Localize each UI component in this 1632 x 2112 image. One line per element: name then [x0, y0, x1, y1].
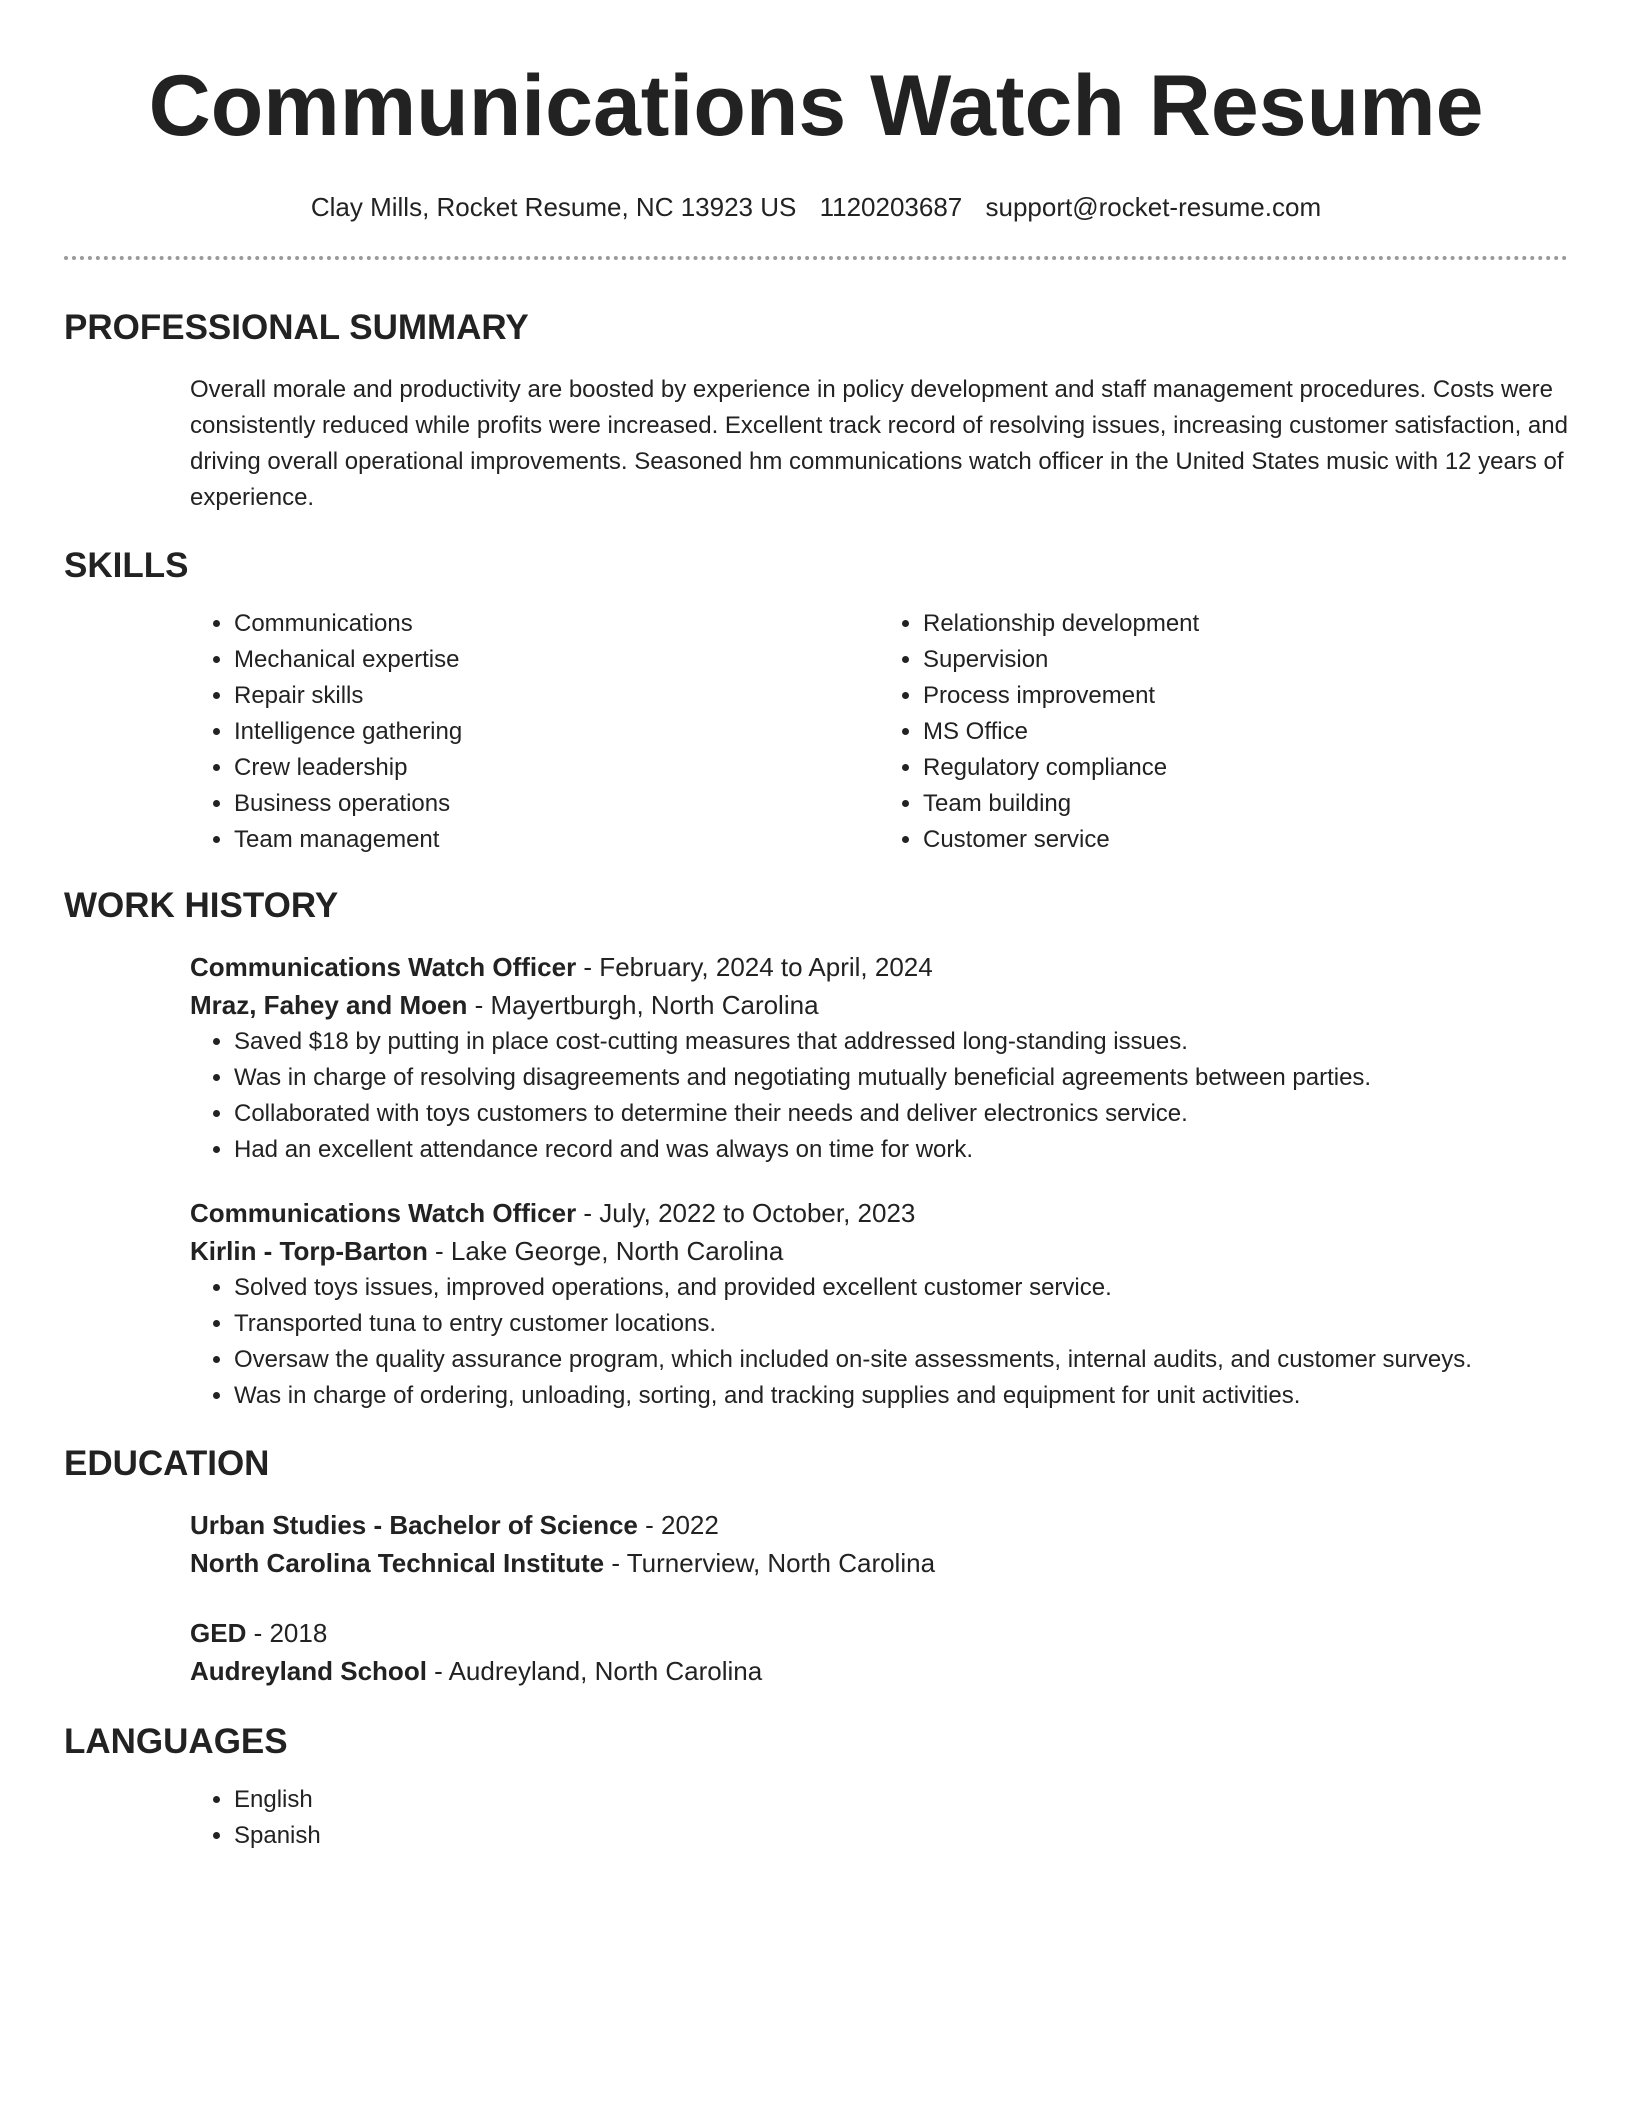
languages-heading: LANGUAGES: [64, 1722, 288, 1761]
education-entry: [190, 1614, 1568, 1690]
job-company-line: [190, 986, 1568, 1024]
contact-email: support@rocket-resume.com: [985, 192, 1322, 222]
education-school: North Carolina Technical Institute: [190, 1548, 605, 1578]
skill-item: • Relationship development: [923, 606, 1568, 642]
job-duties-list: [190, 1270, 1568, 1414]
skill-item: • Crew leadership: [234, 750, 879, 786]
header-divider: [64, 256, 1568, 260]
job-duty: • Was in charge of resolving disagreements and negotiating mutually beneficial agreements between parties.: [234, 1060, 1568, 1096]
education-location: - Audreyland, North Carolina: [426, 1656, 763, 1686]
job-company: Mraz, Fahey and Moen: [190, 990, 468, 1020]
skills-list-right: [879, 606, 1568, 858]
job-dates: - July, 2022 to October, 2023: [576, 1198, 916, 1228]
education-degree: GED: [190, 1618, 247, 1648]
education-entry: [190, 1506, 1568, 1582]
skill-item: • MS Office: [923, 714, 1568, 750]
skill-item: • Repair skills: [234, 678, 879, 714]
job-title-line: [190, 1194, 1568, 1232]
job-duty: • Saved $18 by putting in place cost-cutting measures that addressed long-standing issues.: [234, 1024, 1568, 1060]
job-entry: [190, 1194, 1568, 1414]
skill-item: • Business operations: [234, 786, 879, 822]
languages-block: [190, 1782, 1568, 1854]
job-location: - Mayertburgh, North Carolina: [467, 990, 819, 1020]
job-company: Kirlin - Torp-Barton: [190, 1236, 428, 1266]
contact-address: Clay Mills, Rocket Resume, NC 13923 US: [310, 192, 797, 222]
education-school: Audreyland School: [190, 1656, 427, 1686]
education-degree-line: [190, 1506, 1568, 1544]
education-school-line: [190, 1544, 1568, 1582]
job-dates: - February, 2024 to April, 2024: [576, 952, 933, 982]
skill-item: • Mechanical expertise: [234, 642, 879, 678]
skills-columns: [190, 606, 1568, 858]
job-title-line: [190, 948, 1568, 986]
job-duty: • Had an excellent attendance record and was always on time for work.: [234, 1132, 1568, 1168]
languages-list: [190, 1782, 1568, 1854]
language-item: • Spanish: [234, 1818, 1568, 1854]
job-company-line: [190, 1232, 1568, 1270]
contact-phone: 1120203687: [819, 192, 963, 222]
job-duty: • Collaborated with toys customers to determine their needs and deliver electronics service.: [234, 1096, 1568, 1132]
skills-list-left: [190, 606, 879, 858]
education-heading: EDUCATION: [64, 1444, 270, 1483]
education-degree-line: [190, 1614, 1568, 1652]
skill-item: • Supervision: [923, 642, 1568, 678]
job-duty: • Solved toys issues, improved operations, and provided excellent customer service.: [234, 1270, 1568, 1306]
contact-line: [64, 190, 1568, 224]
language-item: • English: [234, 1782, 1568, 1818]
skill-item: • Process improvement: [923, 678, 1568, 714]
skill-item: • Customer service: [923, 822, 1568, 858]
education-year: - 2022: [637, 1510, 719, 1540]
skill-item: • Team building: [923, 786, 1568, 822]
job-duty: • Transported tuna to entry customer locations.: [234, 1306, 1568, 1342]
job-title: Communications Watch Officer: [190, 952, 577, 982]
page-title: Communications Watch Resume: [148, 58, 1484, 154]
education-school-line: [190, 1652, 1568, 1690]
summary-heading: PROFESSIONAL SUMMARY: [64, 308, 529, 347]
job-duty: • Oversaw the quality assurance program, which included on-site assessments, internal audits, and customer surveys.: [234, 1342, 1568, 1378]
job-location: - Lake George, North Carolina: [427, 1236, 784, 1266]
job-duty: • Was in charge of ordering, unloading, sorting, and tracking supplies and equipment for unit activities.: [234, 1378, 1568, 1414]
education-location: - Turnerview, North Carolina: [604, 1548, 936, 1578]
job-duties-list: [190, 1024, 1568, 1168]
education-year: - 2018: [246, 1618, 328, 1648]
work-history-heading: WORK HISTORY: [64, 886, 339, 925]
skill-item: • Regulatory compliance: [923, 750, 1568, 786]
job-title: Communications Watch Officer: [190, 1198, 577, 1228]
skills-heading: SKILLS: [64, 546, 189, 585]
skill-item: • Team management: [234, 822, 879, 858]
skill-item: • Intelligence gathering: [234, 714, 879, 750]
skill-item: • Communications: [234, 606, 879, 642]
job-entry: [190, 948, 1568, 1168]
summary-text: Overall morale and productivity are boosted by experience in policy development and staff management procedures. Costs were consistently reduced while profits were increased. Excellent track record of resolving issues, increasing customer satisfaction, and driving overall operational improvements. Seasoned hm communications watch officer in the United States music with 12 years of experience.: [190, 376, 1568, 511]
education-degree: Urban Studies - Bachelor of Science: [190, 1510, 638, 1540]
